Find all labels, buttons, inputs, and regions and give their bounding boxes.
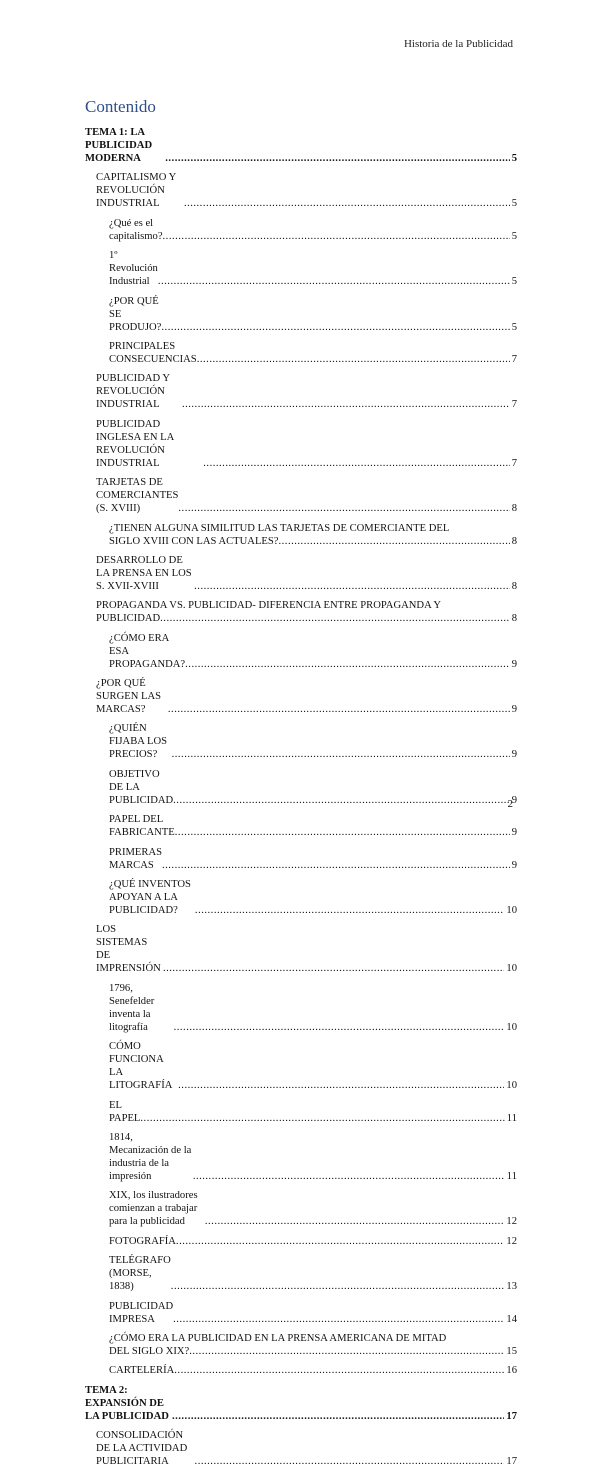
toc-entry-page: 16: [506, 1365, 517, 1377]
toc-entry-page: 11: [506, 1112, 517, 1124]
toc-entry[interactable]: [85, 171, 517, 210]
dot-leader: [173, 794, 510, 807]
toc-entry-line: [96, 612, 517, 625]
toc-entry[interactable]: [85, 1429, 517, 1468]
dot-leader: [185, 658, 510, 671]
toc-entry-page: 10: [506, 1080, 517, 1092]
dot-leader: [205, 1215, 505, 1228]
toc-entry-page: 10: [506, 905, 517, 917]
toc-entry-page: 9: [511, 859, 517, 871]
toc-entry[interactable]: [85, 372, 517, 411]
dot-leader: [178, 502, 509, 515]
toc-entry[interactable]: [85, 554, 517, 593]
toc-entry-page: 17: [506, 1456, 517, 1468]
toc-entry-title: ¿CÓMO ERA ESA PROPAGANDA?: [109, 632, 186, 670]
dot-leader: [163, 230, 510, 243]
toc-entry-title-continued: PUBLICIDAD: [96, 613, 161, 625]
toc-entry[interactable]: [85, 1332, 517, 1358]
toc-entry[interactable]: [85, 340, 517, 366]
toc-entry-title: TARJETAS DE COMERCIANTES (S. XVIII): [96, 477, 179, 515]
table-of-contents: [85, 126, 517, 1475]
toc-entry-page: 9: [511, 658, 517, 670]
dot-leader: [161, 321, 509, 334]
toc-entry[interactable]: [85, 923, 517, 975]
toc-entry-title: PUBLICIDAD IMPRESA: [109, 1300, 174, 1325]
toc-entry-title: LOS SISTEMAS DE IMPRENSIÓN: [96, 924, 161, 975]
toc-entry[interactable]: [85, 632, 517, 671]
toc-entry-title: PUBLICIDAD INGLESA EN LA REVOLUCIÓN INDUSTRIAL: [96, 418, 174, 469]
toc-entry-title: PAPEL DEL FABRICANTE: [109, 814, 175, 839]
toc-entry[interactable]: [85, 1189, 517, 1228]
dot-leader: [171, 1280, 505, 1293]
dot-leader: [172, 748, 510, 761]
toc-entry[interactable]: [85, 217, 517, 243]
toc-entry-page: 7: [511, 399, 517, 411]
toc-entry-page: 5: [511, 198, 517, 210]
toc-entry-title: 1º Revolución Industrial: [109, 250, 158, 288]
toc-entry-page: 10: [506, 1021, 517, 1033]
toc-entry-title: 1796, Senefelder inventa la litografía: [109, 982, 155, 1033]
toc-entry-line: [109, 535, 517, 548]
toc-entry-line: [109, 1345, 517, 1358]
dot-leader: [173, 1313, 504, 1326]
toc-entry[interactable]: [85, 1254, 517, 1293]
page-number: 2: [507, 798, 513, 810]
toc-heading: Contenido: [85, 97, 156, 116]
toc-entry-title: PRINCIPALES CONSECUENCIAS: [109, 340, 197, 365]
toc-entry-page: 8: [511, 503, 517, 515]
toc-entry-page: 15: [506, 1345, 517, 1357]
toc-entry-title: EL PAPEL: [109, 1099, 141, 1124]
dot-leader: [194, 580, 510, 593]
toc-entry[interactable]: [85, 768, 517, 807]
toc-entry[interactable]: [85, 1235, 517, 1248]
toc-entry-page: 5: [511, 230, 517, 242]
toc-entry-title: ¿CÓMO ERA LA PUBLICIDAD EN LA PRENSA AMERICANA DE MITAD: [109, 1332, 447, 1344]
toc-entry[interactable]: [85, 1099, 517, 1125]
toc-entry[interactable]: [85, 295, 517, 334]
dot-leader: [174, 1021, 505, 1034]
dot-leader: [172, 1410, 504, 1423]
toc-entry-page: 7: [511, 457, 517, 469]
toc-entry[interactable]: [85, 1300, 517, 1326]
toc-entry-title: CAPITALISMO Y REVOLUCIÓN INDUSTRIAL: [96, 172, 176, 210]
toc-entry-title: PRIMERAS MARCAS: [109, 846, 162, 871]
toc-entry-page: 12: [506, 1235, 517, 1247]
dot-leader: [158, 275, 510, 288]
toc-entry-page: 5: [511, 276, 517, 288]
toc-entry[interactable]: [85, 1364, 517, 1377]
toc-entry-page: 10: [506, 963, 517, 975]
toc-entry-page: 8: [511, 535, 517, 547]
toc-entry-title: PUBLICIDAD Y REVOLUCIÓN INDUSTRIAL: [96, 373, 170, 411]
dot-leader: [163, 962, 504, 975]
toc-entry-title: CONSOLIDACIÓN DE LA ACTIVIDAD PUBLICITARIA: [96, 1430, 188, 1468]
toc-entry-title: PROPAGANDA VS. PUBLICIDAD- DIFERENCIA ENTRE PROPAGANDA Y: [96, 600, 442, 612]
dot-leader: [182, 398, 510, 411]
toc-entry-page: 8: [511, 613, 517, 625]
toc-entry[interactable]: [85, 722, 517, 761]
dot-leader: [195, 904, 504, 917]
toc-entry-title: ¿Qué es el capitalismo?: [109, 217, 163, 242]
dot-leader: [279, 535, 510, 548]
dot-leader: [195, 1455, 505, 1468]
toc-entry-page: 17: [506, 1410, 517, 1422]
toc-entry-page: 14: [506, 1313, 517, 1325]
toc-entry-title-continued: DEL SIGLO XIX?: [109, 1345, 190, 1357]
toc-entry-page: 7: [511, 353, 517, 365]
toc-entry[interactable]: [85, 1040, 517, 1092]
toc-entry-title: ¿QUIÉN FIJABA LOS PRECIOS?: [109, 723, 167, 761]
toc-entry-title: ¿POR QUÉ SE PRODUJO?: [109, 295, 162, 333]
dot-leader: [162, 859, 510, 872]
dot-leader: [140, 1112, 504, 1125]
toc-entry-page: 5: [511, 321, 517, 333]
toc-entry-title-continued: SIGLO XVIII CON LAS ACTUALES?: [109, 535, 279, 547]
dot-leader: [168, 703, 510, 716]
toc-entry-page: 13: [506, 1281, 517, 1293]
dot-leader: [176, 1235, 504, 1248]
toc-entry[interactable]: [85, 476, 517, 515]
toc-entry-page: 8: [511, 580, 517, 592]
toc-entry[interactable]: [85, 878, 517, 917]
toc-entry[interactable]: [85, 677, 517, 716]
toc-entry-title: DESARROLLO DE LA PRENSA EN LOS S. XVII-XVIII: [96, 554, 192, 592]
toc-entry-page: 5: [511, 153, 517, 164]
dot-leader: [197, 353, 510, 366]
toc-entry-title: TEMA 2: EXPANSIÓN DE LA PUBLICIDAD: [85, 1384, 169, 1422]
dot-leader: [203, 457, 509, 470]
toc-entry-page: 12: [506, 1216, 517, 1228]
toc-entry[interactable]: [85, 522, 517, 548]
toc-entry-page: 9: [511, 794, 517, 806]
toc-entry-title: TELÉGRAFO (MORSE, 1838): [109, 1255, 171, 1293]
toc-entry[interactable]: [85, 982, 517, 1034]
dot-leader: [184, 197, 510, 210]
toc-entry-title: XIX, los ilustradores comienzan a trabajar para la publicidad: [109, 1190, 198, 1228]
toc-entry[interactable]: [85, 846, 517, 872]
toc-entry[interactable]: [85, 1384, 517, 1423]
toc-entry-page: 9: [511, 749, 517, 761]
dot-leader: [178, 1079, 504, 1092]
toc-entry[interactable]: [85, 126, 517, 165]
toc-entry-title: ¿TIENEN ALGUNA SIMILITUD LAS TARJETAS DE COMERCIANTE DEL: [109, 522, 450, 534]
dot-leader: [175, 826, 510, 839]
toc-entry-title: TEMA 1: LA PUBLICIDAD MODERNA: [85, 127, 153, 164]
dot-leader: [189, 1345, 504, 1358]
toc-entry-title: FOTOGRAFÍA: [109, 1235, 176, 1247]
toc-entry-title: CÓMO FUNCIONA LA LITOGRAFÍA: [109, 1041, 173, 1092]
toc-entry-page: 9: [511, 827, 517, 839]
toc-entry[interactable]: [85, 599, 517, 625]
toc-entry[interactable]: [85, 418, 517, 470]
toc-entry-page: 11: [506, 1170, 517, 1182]
toc-entry[interactable]: [85, 813, 517, 839]
dot-leader: [193, 1170, 505, 1183]
toc-entry[interactable]: [85, 249, 517, 288]
toc-entry-title: ¿POR QUÉ SURGEN LAS MARCAS?: [96, 678, 162, 716]
dot-leader: [174, 1364, 504, 1377]
toc-entry-title: ¿QUÉ INVENTOS APOYAN A LA PUBLICIDAD?: [109, 879, 191, 917]
toc-entry-title: CARTELERÍA: [109, 1365, 175, 1377]
dot-leader: [165, 152, 509, 165]
toc-entry-title: 1814, Mecanización de la industria de la impresión: [109, 1131, 192, 1182]
toc-entry-title: OBJETIVO DE LA PUBLICIDAD: [109, 768, 174, 806]
dot-leader: [160, 612, 510, 625]
running-header: Historia de la Publicidad: [403, 38, 513, 50]
toc-entry[interactable]: [85, 1131, 517, 1183]
toc-entry-page: 9: [511, 704, 517, 716]
